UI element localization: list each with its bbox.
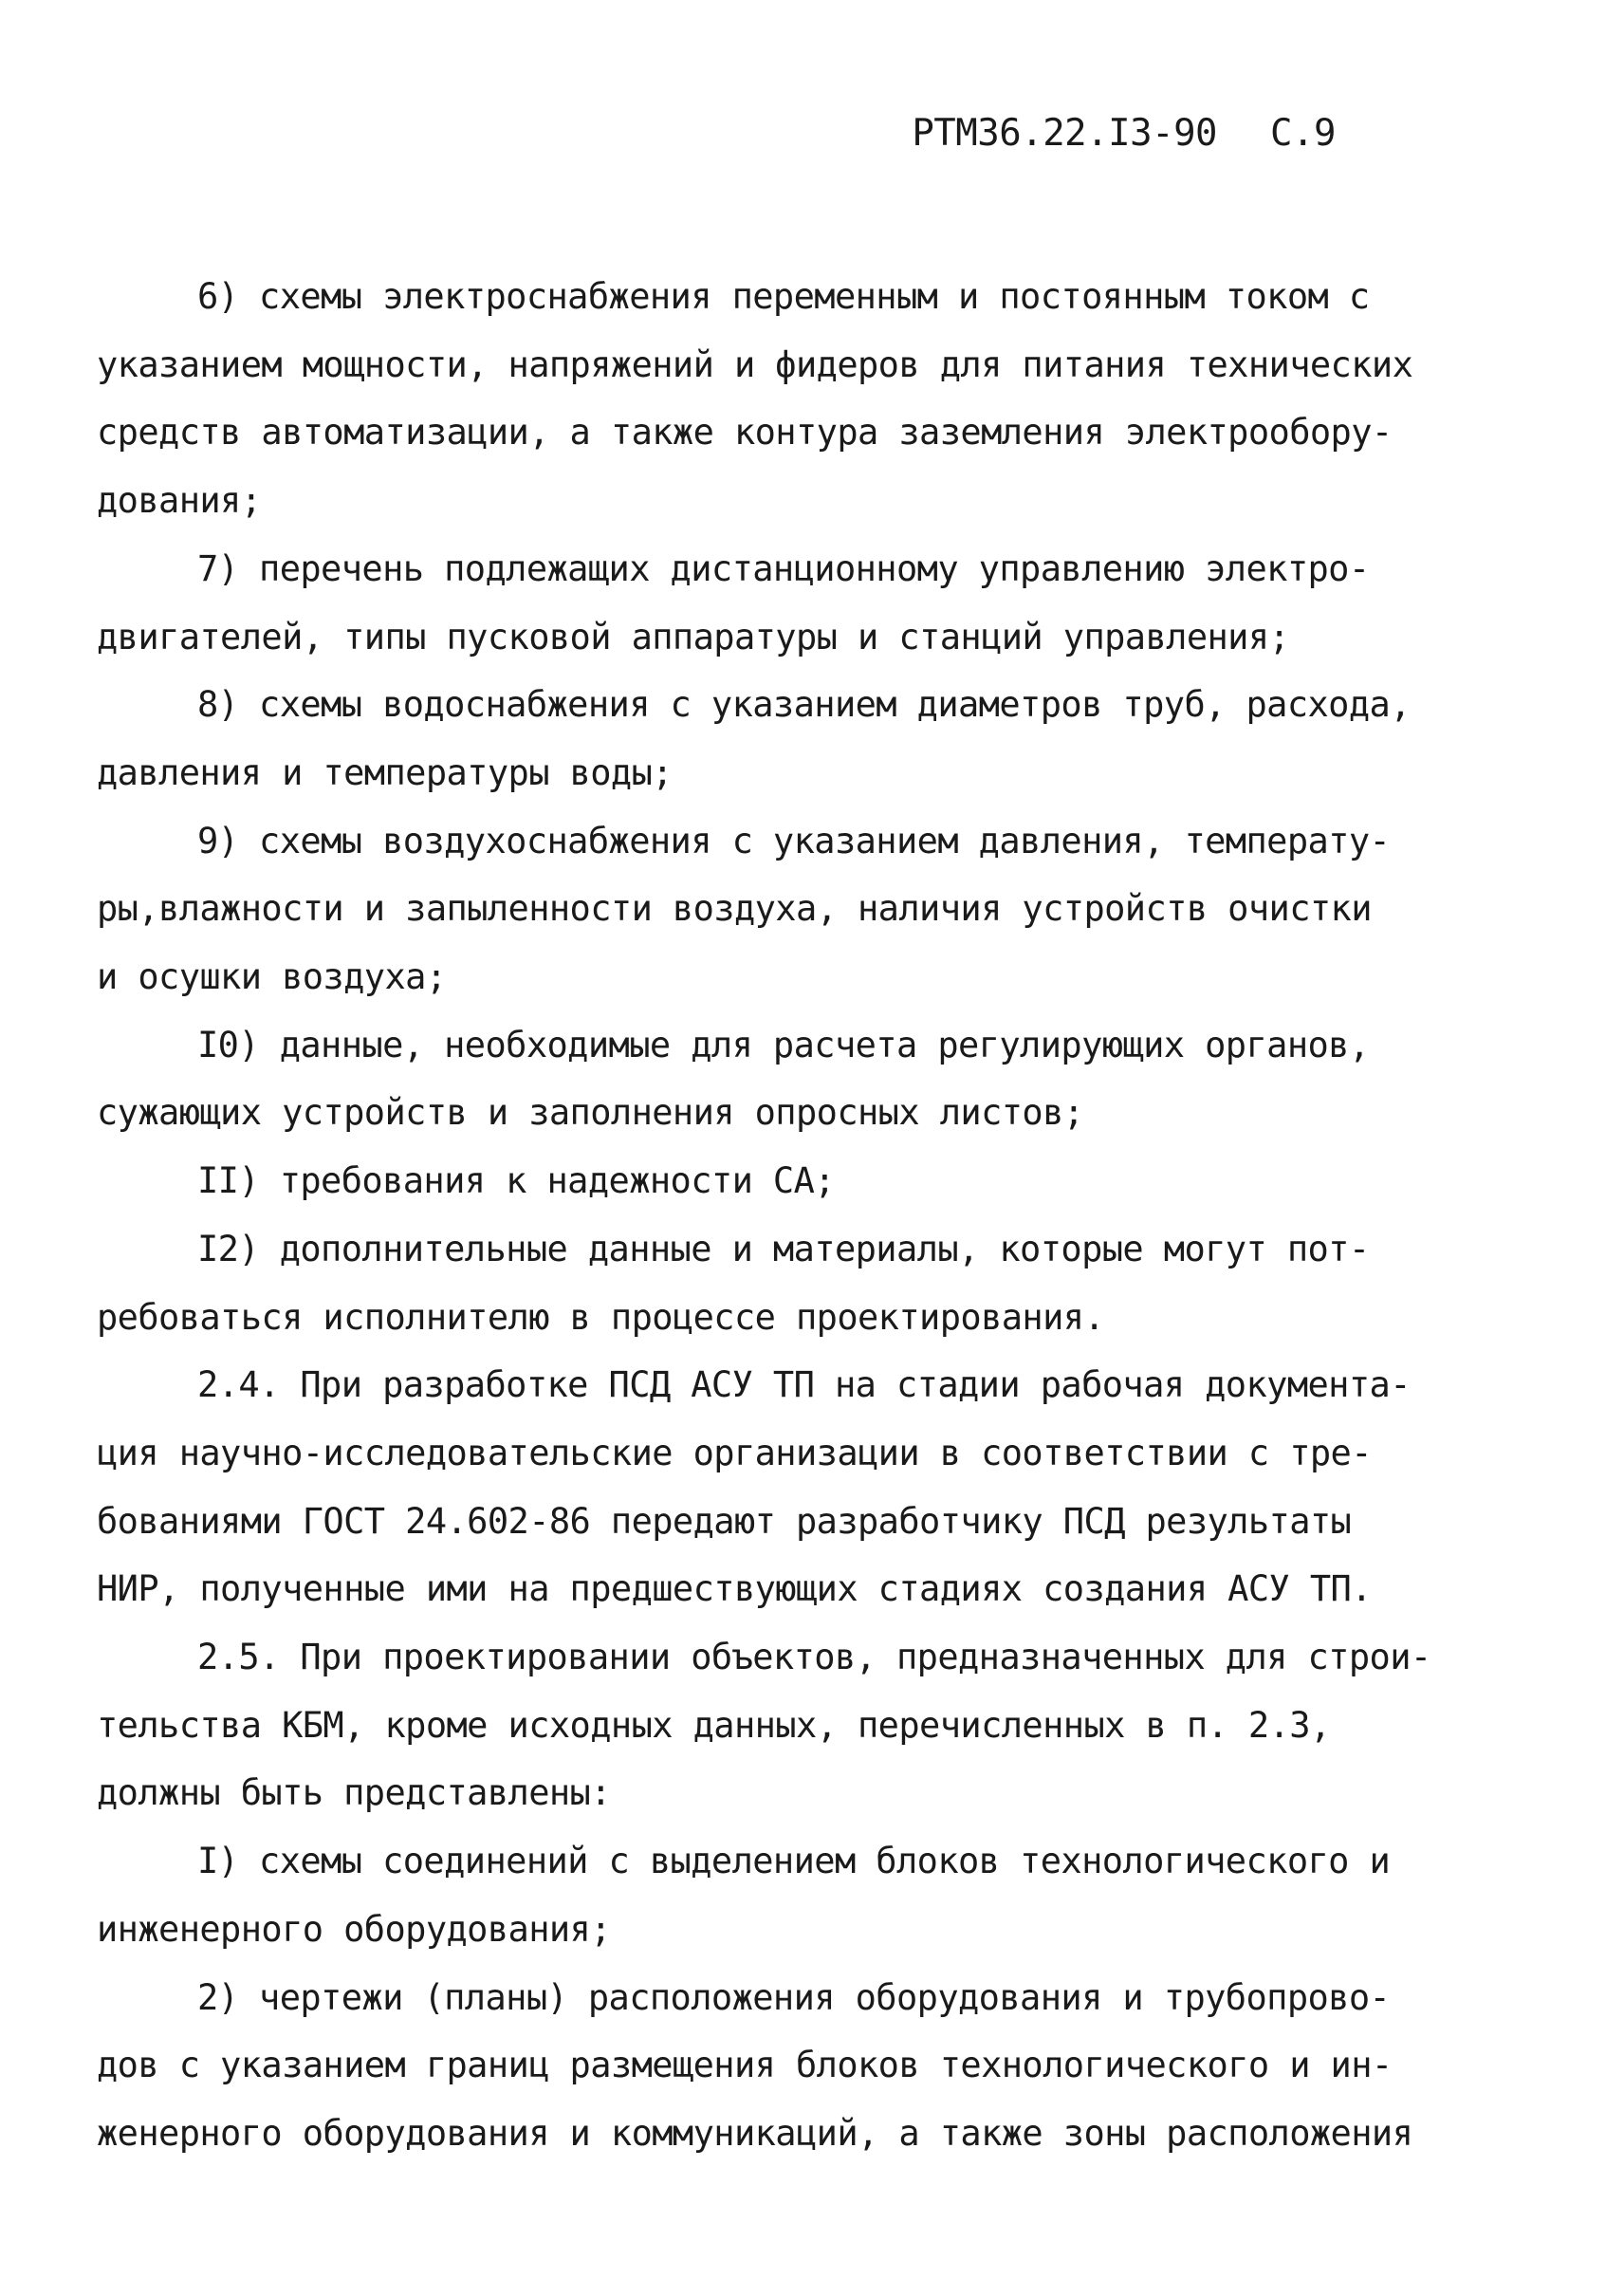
- text-line: I0) данные, необходимые для расчета регулирующих органов,: [197, 1024, 1370, 1065]
- text-line: ция научно-исследовательские организации в соответствии с тре-: [97, 1432, 1372, 1473]
- text-line: указанием мощности, напряжений и фидеров для питания технических: [97, 343, 1413, 385]
- document-body: [97, 263, 1431, 2168]
- text-line: ребоваться исполнителю в процессе проектирования.: [97, 1296, 1105, 1338]
- text-line: и осушки воздуха;: [97, 956, 447, 998]
- text-line: 7) перечень подлежащих дистанционному управлению электро-: [197, 547, 1370, 589]
- text-line: двигателей, типы пусковой аппаратуры и станций управления;: [97, 616, 1290, 657]
- text-line: дов с указанием границ размещения блоков технологического и ин-: [97, 2045, 1393, 2086]
- text-line: 9) схемы воздухоснабжения с указанием давления, температу-: [197, 820, 1391, 861]
- page-header: [0, 112, 1336, 155]
- text-line: 2.5. При проектировании объектов, предназначенных для строи-: [197, 1637, 1431, 1678]
- document-code: РТМ36.22.I3-90: [912, 112, 1218, 155]
- text-line: женерного оборудования и коммуникаций, а также зоны расположения: [97, 2112, 1413, 2154]
- text-line: дования;: [97, 480, 262, 522]
- text-line: инженерного оборудования;: [97, 1908, 611, 1950]
- text-line: давления и температуры воды;: [97, 751, 673, 793]
- text-line: 2) чертежи (планы) расположения оборудования и трубопрово-: [197, 1976, 1391, 2018]
- page-number: С.9: [1270, 112, 1336, 155]
- text-line: средств автоматизации, а также контура заземления электрообору-: [97, 412, 1393, 454]
- text-line: должны быть представлены:: [97, 1772, 611, 1814]
- text-line: бованиями ГОСТ 24.602-86 передают разработчику ПСД результаты: [97, 1500, 1352, 1542]
- text-line: 8) схемы водоснабжения с указанием диаметров труб, расхода,: [197, 684, 1411, 726]
- text-line: II) требования к надежности СА;: [197, 1160, 835, 1202]
- text-line: 6) схемы электроснабжения переменным и постоянным током с: [197, 276, 1370, 317]
- text-line: I) схемы соединений с выделением блоков технологического и: [197, 1841, 1391, 1882]
- text-line: НИР, полученные ими на предшествующих стадиях создания АСУ ТП.: [97, 1568, 1372, 1610]
- text-line: 2.4. При разработке ПСД АСУ ТП на стадии рабочая документа-: [197, 1364, 1411, 1406]
- text-line: ры,влажности и запыленности воздуха, наличия устройств очистки: [97, 888, 1372, 930]
- text-line: тельства КБМ, кроме исходных данных, перечисленных в п. 2.3,: [97, 1704, 1331, 1746]
- text-line: сужающих устройств и заполнения опросных листов;: [97, 1092, 1084, 1134]
- text-line: I2) дополнительные данные и материалы, которые могут пот-: [197, 1228, 1370, 1269]
